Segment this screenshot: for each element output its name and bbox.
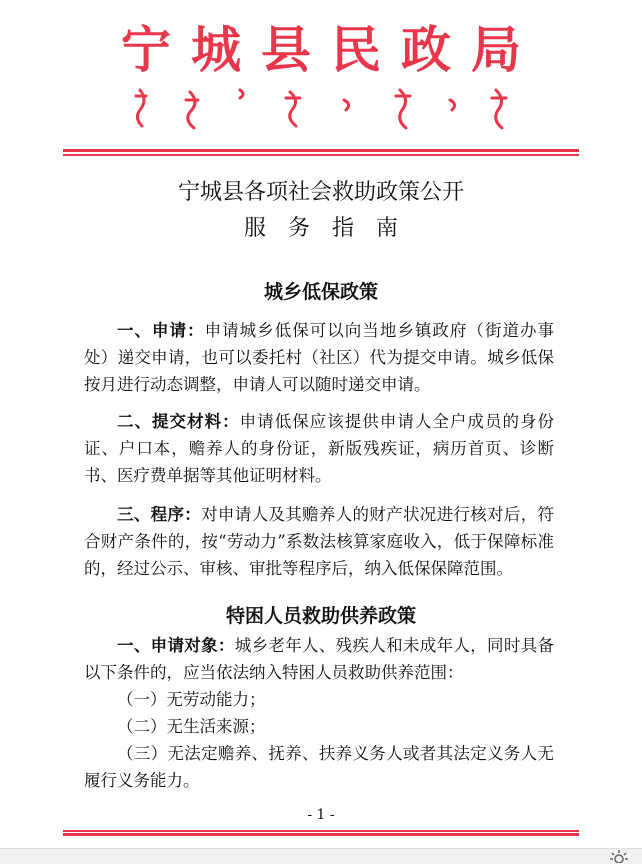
paragraph-label: 二、提交材料： bbox=[117, 412, 240, 431]
paragraph-eligible-persons bbox=[84, 632, 554, 686]
viewer-bottom-strip bbox=[0, 848, 642, 864]
paragraph-text: 申请城乡低保可以向当地乡镇政府（街道办事处）递交申请，也可以委托村（社区）代为提交申请。城乡低保按月进行动态调整，申请人可以随时递交申请。 bbox=[84, 321, 555, 394]
paragraph-label: 三、程序： bbox=[117, 505, 202, 524]
list-item: （一）无劳动能力； bbox=[117, 690, 266, 709]
document-subtitle: 服务指南 bbox=[243, 216, 420, 241]
page-number: - 1 - bbox=[307, 807, 335, 823]
sun-icon bbox=[606, 849, 632, 863]
list-item: （二）无生活来源； bbox=[117, 717, 266, 736]
section-heading-special-hardship: 特困人员救助供养政策 bbox=[225, 605, 416, 627]
paragraph-text: 对申请人及其赡养人的财产状况进行核对后，符合财产条件的，按“劳动力”系数法核算家庭收入，低于保障标准的，经过公示、审核、审批等程序后，纳入低保保障范围。 bbox=[84, 505, 555, 578]
paragraph-text: 城乡老年人、残疾人和未成年人，同时具备以下条件的，应当依法纳入特困人员救助供养范围： bbox=[84, 636, 555, 682]
paragraph-label: 一、申请对象： bbox=[117, 636, 235, 655]
letterhead-agency-name: 宁城县民政局 bbox=[121, 20, 541, 79]
paragraph-text: 申请低保应该提供申请人全户成员的身份证、户口本，赡养人的身份证，新版残疾证，病历首页、诊断书、医疗费单据等其他证明材料。 bbox=[84, 412, 555, 485]
document-title: 宁城县各项社会救助政策公开 bbox=[177, 180, 464, 205]
paragraph-label: 一、申请： bbox=[117, 321, 205, 340]
mongolian-script-emblem bbox=[110, 82, 530, 132]
paragraph-materials bbox=[84, 408, 554, 489]
list-item: （三）无法定赡养、抚养、扶养义务人或者其法定义务人无履行义务能力。 bbox=[84, 744, 554, 790]
letterhead-divider bbox=[63, 149, 579, 156]
paragraph-procedure bbox=[84, 501, 554, 582]
section-heading-low-income: 城乡低保政策 bbox=[263, 281, 378, 303]
footer-divider bbox=[63, 830, 579, 837]
paragraph-application bbox=[84, 317, 554, 398]
